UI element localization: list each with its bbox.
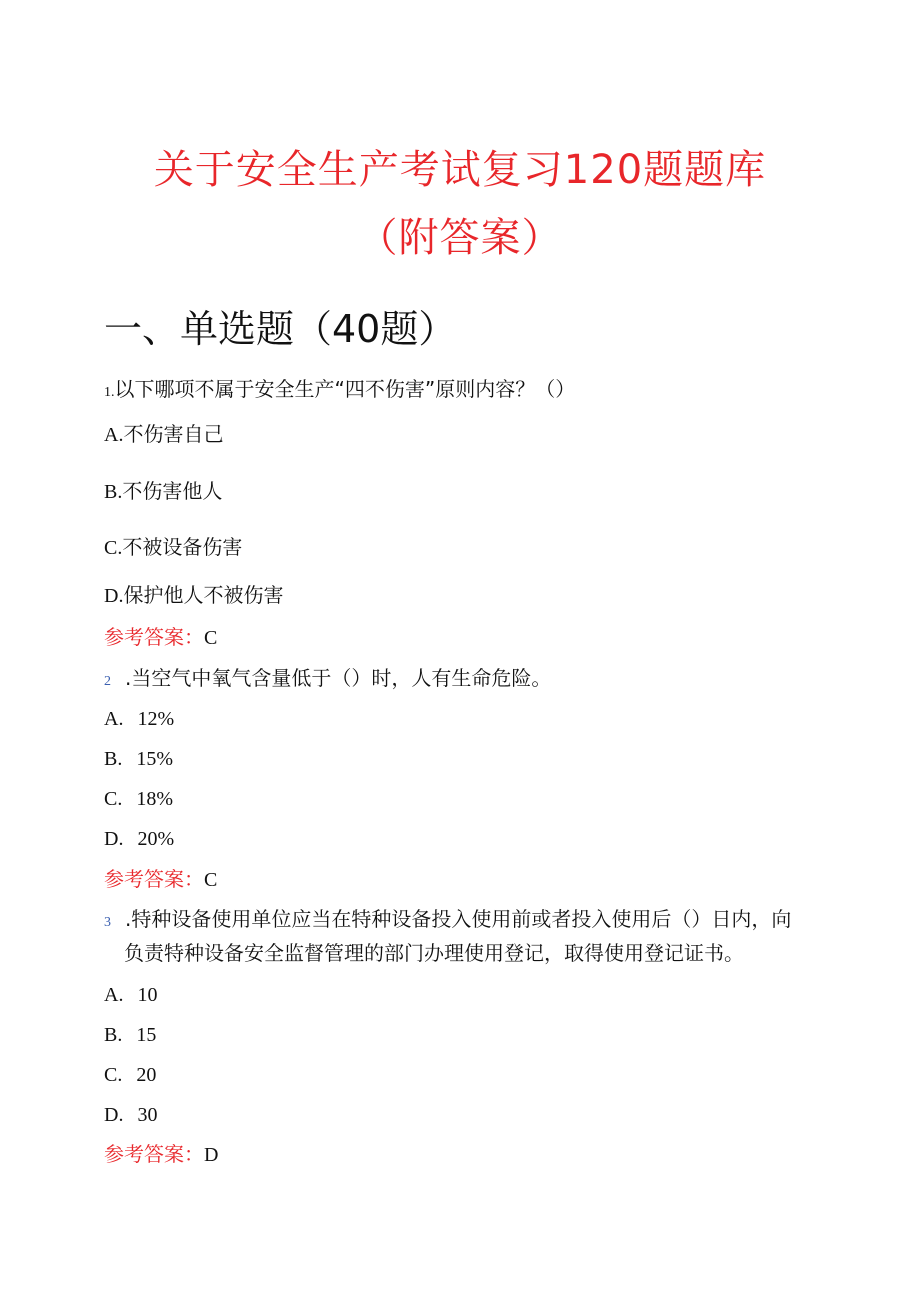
question-2 (104, 665, 551, 695)
option-letter: D. (104, 1104, 124, 1126)
question-3 (104, 906, 791, 936)
option-text: 不伤害自己 (123, 422, 224, 446)
option-c (104, 1061, 156, 1088)
option-letter: A. (104, 424, 124, 446)
option-c (104, 534, 242, 561)
question-text: 以下哪项不属于安全生产“四不伤害”原则内容？（） (114, 377, 576, 401)
option-text: 保护他人不被伤害 (123, 583, 284, 607)
answer-line (104, 1141, 218, 1168)
answer-value: D (204, 1144, 219, 1166)
question-3-continuation (124, 940, 744, 966)
answer-line (104, 624, 217, 651)
question-number: 2 (104, 674, 111, 689)
question-text: .特种设备使用单位应当在特种设备投入使用前或者投入使用后（）日内，向 (125, 907, 792, 931)
option-letter: D. (104, 585, 124, 607)
option-d (104, 825, 174, 852)
option-letter: C. (104, 537, 123, 559)
option-letter: C. (104, 1064, 123, 1086)
option-a (104, 421, 223, 448)
option-b (104, 1021, 156, 1048)
option-text: 不被设备伤害 (122, 535, 243, 559)
option-text: 30 (137, 1104, 158, 1126)
option-text: 15 (136, 1024, 157, 1046)
answer-value: C (204, 869, 218, 891)
option-d (104, 582, 283, 609)
option-a (104, 705, 174, 732)
answer-label: 参考答案： (104, 1142, 204, 1166)
option-text: 15% (136, 748, 174, 770)
question-number: 3 (104, 915, 111, 930)
answer-value: C (204, 627, 218, 649)
option-text: 10 (137, 984, 158, 1006)
option-letter: B. (104, 748, 123, 770)
document-subtitle: （附答案） (357, 215, 563, 261)
option-letter: D. (104, 828, 124, 850)
option-b (104, 745, 173, 772)
question-number: 1. (104, 385, 115, 400)
option-letter: B. (104, 481, 123, 503)
question-text: .当空气中氧气含量低于（）时，人有生命危险。 (125, 666, 552, 690)
option-letter: A. (104, 984, 124, 1006)
option-letter: A. (104, 708, 124, 730)
option-a (104, 981, 157, 1008)
section-heading: 一、单选题（40题） (104, 307, 457, 351)
option-letter: B. (104, 1024, 123, 1046)
option-text: 20% (137, 828, 175, 850)
option-letter: C. (104, 788, 123, 810)
option-c (104, 785, 173, 812)
option-text: 不伤害他人 (122, 479, 223, 503)
question-text: 负责特种设备安全监督管理的部门办理使用登记，取得使用登记证书。 (124, 941, 744, 965)
option-text: 20 (136, 1064, 157, 1086)
question-1 (104, 376, 575, 406)
answer-label: 参考答案： (104, 625, 204, 649)
option-text: 18% (136, 788, 174, 810)
answer-label: 参考答案： (104, 867, 204, 891)
option-d (104, 1101, 157, 1128)
option-text: 12% (137, 708, 175, 730)
document-title: 关于安全生产考试复习120题题库 (153, 147, 767, 193)
option-b (104, 478, 222, 505)
answer-line (104, 866, 217, 893)
